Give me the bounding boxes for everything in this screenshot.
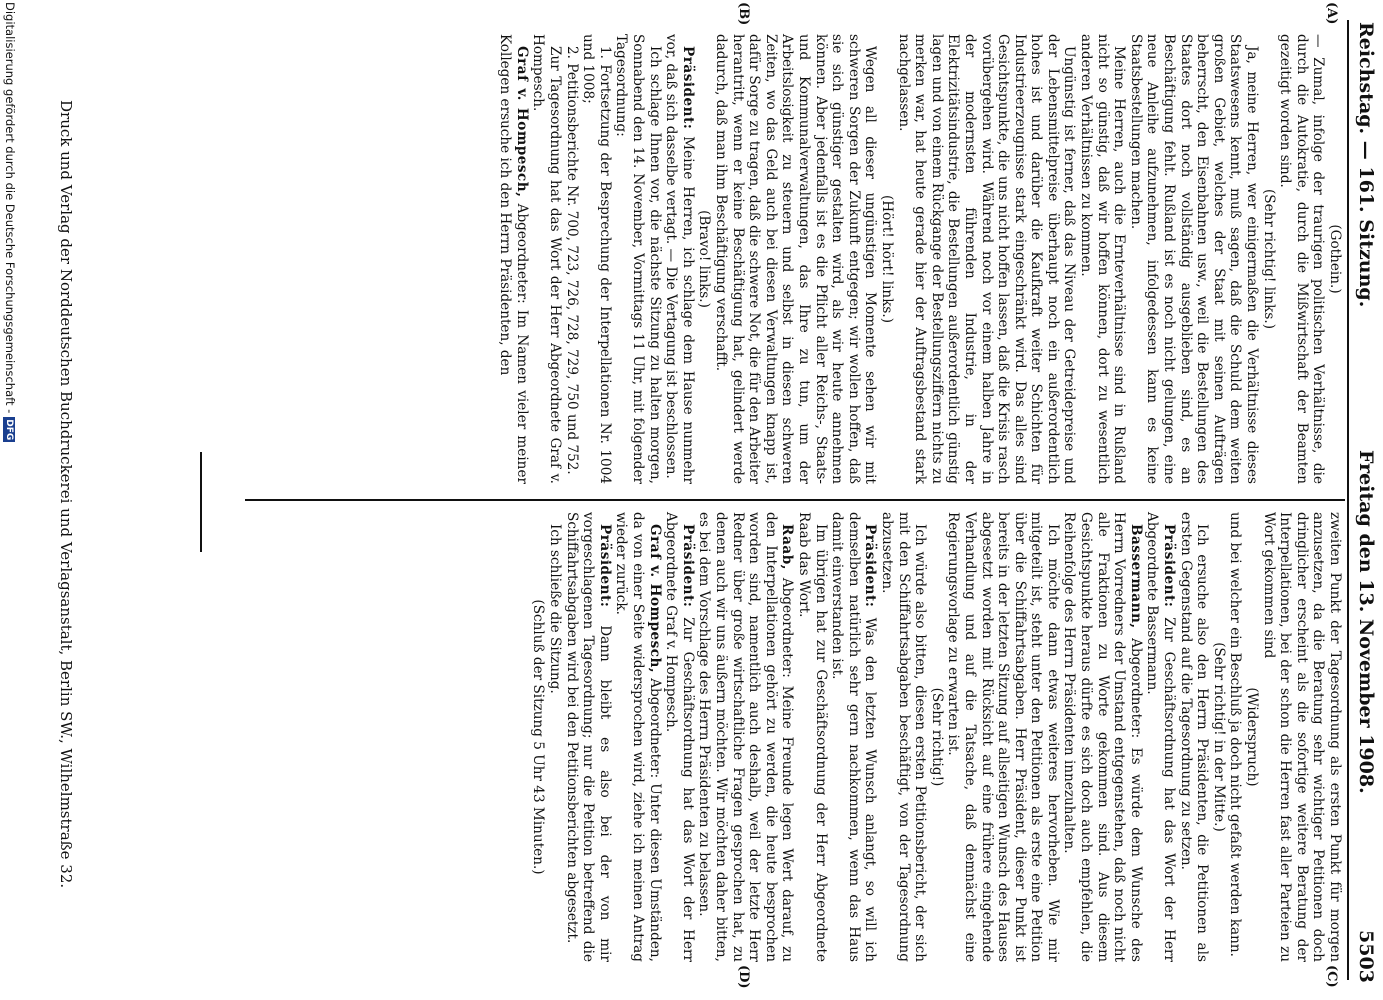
right-column	[530, 512, 1343, 962]
paragraph: Präsident: Zur Geschäftsordnung hat das Wort der Herr Abgeordnete Bassermann.	[1144, 512, 1178, 962]
paragraph: Im übrigen hat zur Geschäftsordnung der Herr Abgeordnete Raab das Wort.	[796, 512, 829, 962]
paragraph: Ich schlage Ihnen vor, die nächste Sitzung zu halten morgen, Sonnabend den 14. November, Vormittags 11 Uhr, mit folgender Tagesordnung:	[613, 34, 663, 484]
column-divider	[245, 499, 1345, 501]
paragraph: 2. Petitionsberichte Nr. 700, 723, 726, 728, 729, 750 und 752.	[563, 46, 580, 475]
header-middle: Freitag den 13. November 1908.	[1355, 450, 1377, 794]
margin-mark-a: (A)	[1324, 2, 1339, 25]
speaker-name: Präsident:	[862, 524, 879, 608]
paragraph: Zur Tagesordnung hat das Wort der Herr Abgeordnete Graf v. Hompesch.	[530, 34, 564, 484]
paragraph: 1. Fortsetzung der Besprechung der Interpellationen Nr. 1004 und 1008;	[580, 34, 613, 484]
margin-mark-c: (C)	[1324, 965, 1339, 988]
paragraph: Ich möchte dann etwas weiteres hervorheben. Wie mir mitgeteilt ist, steht unter den Petitionen als erste eine Petition über die Schiffahrtsabgaben. Herr Präsident, dieser Punkt ist bereits in der letzten Sitzung auf allseitigen Wunsch des Hauses abgesetzt worden mit Rücksicht auf eine frühere eingehende Verhandlung und auf die Tatsache, daß demnächst eine Regierungsvorlage zu erwarten ist.	[945, 512, 1061, 962]
paragraph: Meine Herren, auch die Ernteverhältnisse sind in Rußland nicht so günstig, daß wir hoffen können, dort zu wesentlich anderen Verhältnissen zu kommen.	[1078, 34, 1128, 484]
header-left: Reichstag. — 161. Sitzung.	[1355, 22, 1377, 308]
speaker-name: Präsident:	[1161, 524, 1178, 608]
paragraph: Ja, meine Herren, wer einigermaßen die Verhältnisse dieses Staatswesens kennt, muß sagen, daß die Schuld dem weiten großen Gebiet, welches der Staat mit seinen Aufträgen beherrscht, den Eisenbahnen usw., weil die Bestellungen des Staates dort noch vollständig ausgeblieben sind, es an Beschäftigung fehlt. Rußland ist es noch nicht gelungen, eine neue Anleihe aufzunehmen, infolgedessen kann es keine Staatsbestellungen machen.	[1127, 34, 1261, 484]
digitization-note	[3, 2, 17, 442]
header-rule	[1347, 20, 1349, 980]
paragraph: Ich ersuche also den Herrn Präsidenten, die Petitionen als ersten Gegenstand auf die Tagesordnung zu setzen.	[1177, 512, 1211, 962]
speaker-name: Graf v. Hompesch,	[646, 524, 663, 674]
speaker-name: Präsident:	[679, 46, 696, 130]
paragraph: Präsident: Was den letzten Wunsch anlangt, so will ich demselben natürlich sehr gern nachkommen, wenn das Haus damit einverstanden ist.	[829, 512, 879, 962]
paragraph: Graf v. Hompesch, Abgeordneter: Unter diesen Umständen, da von einer Seite widersprochen wird, ziehe ich meinen Antrag wieder zurück.	[613, 512, 663, 962]
paragraph: (Gothein.)	[1327, 224, 1343, 294]
paragraph: Wegen all dieser ungünstigen Momente sehen wir mit schweren Sorgen der Zukunft entgegen; wir wollen hoffen, daß sie sich günstiger gestalten wird, als wir heute annehmen können. Aber jedenfalls ist es die Pflicht aller Reichs-, Staats- und Kommunalverwaltungen, das Ihre zu tun, um der Arbeitslosigkeit zu steuern und selbst in diesen schweren Zeiten, wo das Geld auch bei diesen Verwaltungen knapp ist, dafür Sorge zu tragen, daß die schwere Not, die für den Arbeiter herantritt, wenn er keine Beschäftigung hat, gelindert werde dadurch, daß man ihm Beschäftigung verschafft.	[713, 34, 879, 484]
left-column	[497, 34, 1343, 484]
paragraph: Raab, Abgeordneter: Meine Freunde legen Wert darauf, zu den Interpellationen gehört zu werden, die heute besprochen worden sind, namentlich auch deshalb, weil der letzte Herr Redner über große wirtschaftliche Fragen gesprochen hat, zu denen auch wir uns äußern möchten. Wir möchten daher bitten, es bei dem Vorschlage des Herrn Präsidenten zu belassen.	[696, 512, 796, 962]
paragraph: Bassermann, Abgeordneter: Es würde dem Wunsche des Herrn Vorredners der Umstand entgegenstehen, daß noch nicht alle Fraktionen zu Worte gekommen sind. Aus diesem Gesichtspunkte heraus dürfte es sich doch auch empfehlen, die Reihenfolge des Herrn Präsidenten innezuhalten.	[1061, 512, 1144, 962]
dfg-logo: DFG	[4, 419, 15, 441]
paragraph: Ungünstig ist ferner, daß das Niveau der Getreidepreise und der Lebensmittelpreise überhaupt noch ein außerordentlich hohes ist und darüber die Kaufkraft weiter Schichten für Industrieerzeugnisse stark eingeschränkt wird. Das alles sind Gesichtspunkte, die uns nicht hoffen lassen, daß die Krisis rasch vorübergehen wird. Während noch vor einem halben Jahre in der modernsten führenden Industrie, in der Elektrizitätsindustrie, die Bestellungen außerordentlich günstig lagen und von einem Rückgange der Bestellungsziffern nichts zu merken war, hat heute gerade hier der Auftragsbestand stark nachgelassen.	[895, 34, 1078, 484]
paragraph: (Widerspruch)	[1244, 687, 1261, 787]
speaker-name: Graf v. Hompesch,	[513, 46, 530, 198]
speaker-name: Präsident:	[596, 524, 613, 608]
digitization-text: Digitalisierung gefördert durch die Deutsche Forschungsgemeinschaft -	[3, 2, 17, 414]
paragraph: (Sehr richtig!)	[928, 687, 945, 787]
paragraph: Ich würde also bitten, diesen ersten Petitionsbericht, der sich mit den Schiffahrtsabgaben beschäftigt, von der Tagesordnung abzusetzen.	[878, 512, 929, 962]
paragraph: (Sehr richtig! links.)	[1260, 188, 1277, 330]
paragraph: — Zumal, infolge der traurigen politischen Verhältnisse, die durch die Autokratie, durch die Mißwirtschaft der Beamten gezeitigt worden sind.	[1277, 34, 1327, 484]
paragraph: zweiten Punkt der Tagesordnung als ersten Punkt für morgen anzusetzen, da die Beratung sehr wichtiger Petitionen doch dringlicher erscheint als die sofortige weitere Beratung der Interpellationen, bei der schon die Herren fast aller Parteien zu Wort gekommen sind	[1260, 512, 1343, 962]
page-number: 5503	[1355, 930, 1377, 983]
speaker-name: Raab,	[779, 524, 796, 570]
imprint: Druck und Verlag der Norddeutschen Buchdruckerei und Verlagsanstalt, Berlin SW., Wilhelmstraße 32.	[57, 100, 75, 889]
paragraph: (Sehr richtig! in der Mitte.)	[1210, 642, 1227, 832]
margin-mark-d: (D)	[736, 965, 751, 989]
speaker-name: Bassermann,	[1127, 524, 1144, 629]
paragraph: (Bravo! links.)	[696, 210, 713, 308]
paragraph: und bei welcher ein Beschluß ja doch nicht gefaßt werden kann.	[1227, 512, 1244, 957]
speaker-name: Präsident:	[679, 524, 696, 608]
paragraph: (Schluß der Sitzung 5 Uhr 43 Minuten.)	[530, 599, 547, 875]
paragraph: Präsident: Zur Geschäftsordnung hat das Wort der Herr Abgeordnete Graf v. Hompesch.	[663, 512, 696, 962]
margin-mark-b: (B)	[736, 2, 751, 26]
paragraph: Graf v. Hompesch, Abgeordneter: Im Namen vieler meiner Kollegen ersuche ich den Herrn Präsidenten, den	[497, 34, 530, 484]
paragraph: Präsident: Meine Herren, ich schlage dem Hause nunmehr vor, daß sich dasselbe vertagt. — Die Vertagung ist beschlossen.	[663, 34, 696, 484]
footer-rule	[200, 452, 202, 552]
paragraph: (Hört! hört! links.)	[878, 194, 895, 324]
paragraph: Präsident: Dann bleibt es also bei der von mir vorgeschlagenen Tagesordnung; nur die Petition betreffend die Schiffahrtsabgaben wird bei den Petitionsberichten abgesetzt.	[563, 512, 613, 962]
paragraph: Ich schließe die Sitzung.	[547, 524, 564, 694]
